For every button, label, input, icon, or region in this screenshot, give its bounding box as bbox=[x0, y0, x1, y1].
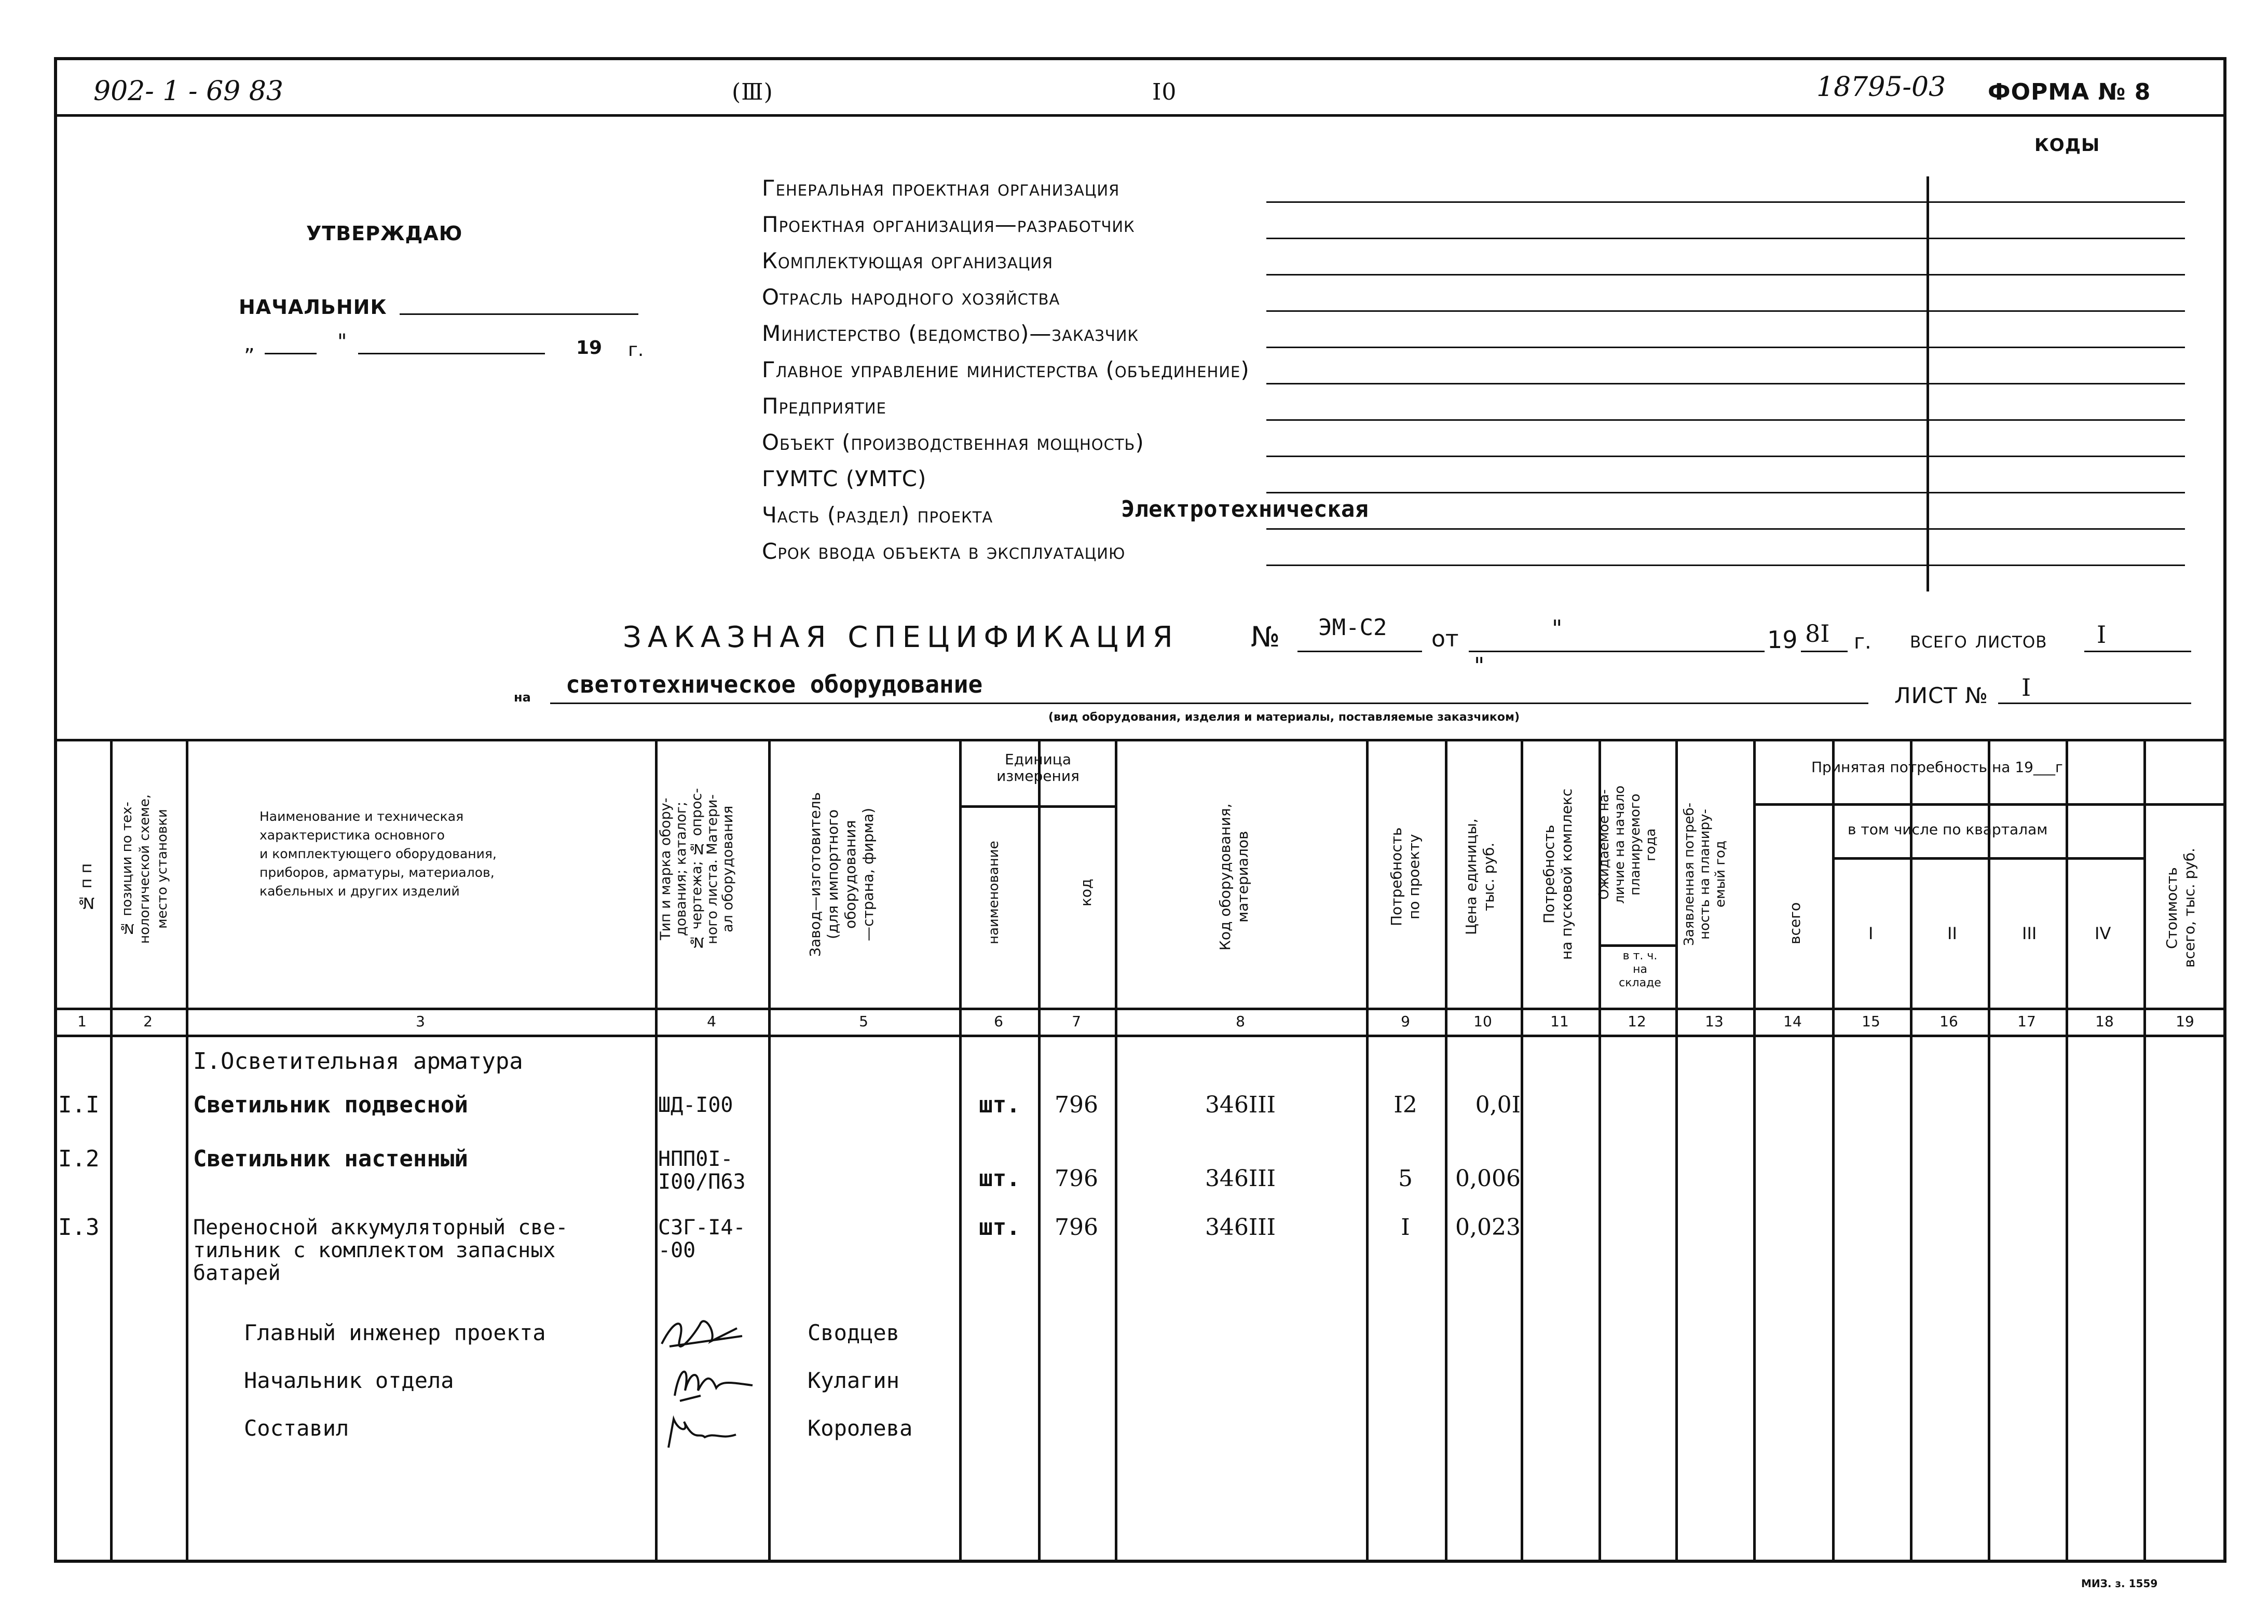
col6-header: наименование bbox=[986, 841, 1002, 944]
spec-quote-close: " bbox=[1474, 653, 1485, 679]
spec-quote-open: " bbox=[1552, 615, 1563, 642]
header-divider bbox=[54, 114, 2226, 117]
spec-year: 8I bbox=[1805, 620, 1830, 648]
col5-header: Завод—изготовитель (для импортного оборудования —страна, фирма) bbox=[807, 792, 877, 957]
signature-name: Королева bbox=[808, 1415, 913, 1441]
table-vline bbox=[110, 739, 113, 1562]
row-cell-name: Переносной аккумуляторный све- тильник с комплектом запасных батарей bbox=[193, 1216, 568, 1285]
column-number: 16 bbox=[1939, 1013, 1958, 1030]
col17-header: III bbox=[2022, 924, 2037, 943]
unit-group-header: Единица измерения bbox=[996, 751, 1080, 785]
row-cell-qty: I bbox=[1401, 1214, 1410, 1241]
org-field-label: Предприятие bbox=[762, 393, 886, 419]
column-number: 1 bbox=[77, 1013, 87, 1030]
column-number: 2 bbox=[143, 1013, 153, 1030]
date-year-suffix: г. bbox=[628, 339, 644, 361]
col3-header: Наименование и техническая характеристика основного и комплектующего оборудования, приборов, арматуры, материалов, кабельных и других изделий bbox=[259, 809, 497, 899]
column-number: 7 bbox=[1072, 1013, 1081, 1030]
col16-header: II bbox=[1947, 924, 1957, 943]
org-field-line bbox=[1266, 456, 2185, 457]
table-colnum-bottom bbox=[54, 1035, 2226, 1037]
table-vline bbox=[959, 739, 962, 1562]
chief-label: НАЧАЛЬНИК bbox=[239, 296, 387, 319]
table-vline bbox=[1521, 739, 1523, 1562]
row-cell-name: Светильник настенный bbox=[193, 1146, 468, 1172]
codes-label: КОДЫ bbox=[2034, 135, 2100, 156]
sheet-label: ЛИСТ № bbox=[1894, 683, 1989, 708]
org-field-label: Комплектующая организация bbox=[762, 248, 1054, 273]
col7-header: код bbox=[1077, 878, 1095, 906]
org-field-line bbox=[1266, 238, 2185, 239]
column-number: 15 bbox=[1862, 1013, 1880, 1030]
row-cell-type: НПП0I- I00/П63 bbox=[658, 1147, 746, 1194]
page-number: I0 bbox=[1152, 79, 1177, 105]
signature-department-head-image bbox=[670, 1359, 758, 1406]
table-vline bbox=[768, 739, 771, 1562]
org-field-label: Генеральная проектная организация bbox=[762, 175, 1120, 201]
org-field-label: Срок ввода объекта в эксплуатацию bbox=[762, 539, 1126, 564]
row-cell-qty: I2 bbox=[1393, 1092, 1417, 1118]
signature-compiler-image bbox=[663, 1411, 741, 1453]
spec-number-underline bbox=[1297, 651, 1422, 652]
table-vline bbox=[1675, 739, 1678, 1562]
column-number: 12 bbox=[1628, 1013, 1646, 1030]
spec-year-prefix: 19 bbox=[1767, 626, 1798, 654]
org-field-line bbox=[1266, 419, 2185, 421]
column-number: 11 bbox=[1550, 1013, 1569, 1030]
table-vline bbox=[1910, 739, 1912, 1562]
col4-header: Тип и марка обору- дования; каталог; № чертежа; № опрос- ного листа. Матери- ал оборудования bbox=[658, 788, 736, 951]
col10-header: Цена единицы, тыс. руб. bbox=[1463, 818, 1497, 935]
spec-subject-caption: (вид оборудования, изделия и материалы, поставляемые заказчиком) bbox=[1048, 711, 1520, 724]
col1-header: № п п bbox=[77, 863, 95, 912]
table-header-bottom bbox=[54, 1008, 2226, 1010]
spec-title: ЗАКАЗНАЯ СПЕЦИФИКАЦИЯ bbox=[623, 621, 1179, 654]
quarters-group-header: в том числе по кварталам bbox=[1848, 821, 2048, 838]
row-cell-unit_code: 796 bbox=[1055, 1165, 1098, 1192]
signature-role: Составил bbox=[244, 1415, 349, 1441]
org-field-line bbox=[1266, 565, 2185, 566]
col15-header: I bbox=[1868, 924, 1874, 943]
col13-header: Заявленная потреб- ность на планиру- емый год bbox=[1682, 803, 1728, 946]
spec-subject: светотехническое оборудование bbox=[566, 670, 983, 698]
table-vline bbox=[1832, 739, 1835, 1562]
table-vline bbox=[1366, 739, 1369, 1562]
column-number: 14 bbox=[1783, 1013, 1802, 1030]
row-cell-price: 0,023 bbox=[1455, 1214, 1521, 1241]
accepted-group-header: Принятая потребность на 19___г bbox=[1811, 759, 2063, 776]
org-field-line bbox=[1266, 274, 2185, 276]
spec-number-label: № bbox=[1251, 621, 1280, 653]
spec-from-label: от bbox=[1431, 626, 1459, 652]
col14-header: всего bbox=[1786, 902, 1804, 945]
row-cell-name: I.Осветительная арматура bbox=[193, 1048, 523, 1075]
table-vline bbox=[1038, 739, 1041, 1562]
sheets-total-underline bbox=[2084, 651, 2191, 652]
signature-name: Кулагин bbox=[808, 1368, 900, 1393]
unit-group-divider bbox=[959, 805, 1115, 808]
org-field-label: ГУМТС (УМТС) bbox=[762, 466, 927, 491]
org-field-label: Министерство (ведомство)—заказчик bbox=[762, 321, 1139, 346]
spec-year-suffix: г. bbox=[1854, 630, 1871, 654]
row-cell-unit: шт. bbox=[979, 1092, 1020, 1118]
signature-role: Главный инженер проекта bbox=[244, 1320, 546, 1345]
org-field-line bbox=[1266, 383, 2185, 384]
spec-year-underline bbox=[1801, 651, 1848, 652]
row-cell-code: 346III bbox=[1205, 1214, 1276, 1241]
org-field-label: Объект (производственная мощность) bbox=[762, 430, 1144, 455]
col12-sub-header: в т. ч. на складе bbox=[1619, 949, 1661, 989]
row-cell-num: I.2 bbox=[58, 1146, 100, 1172]
org-field-line bbox=[1266, 201, 2185, 203]
signature-chief-engineer-image bbox=[659, 1313, 747, 1354]
table-vline bbox=[186, 739, 188, 1562]
date-quote-close: " bbox=[337, 330, 347, 354]
doc-code: 902- 1 - 69 83 bbox=[93, 76, 283, 107]
table-vline bbox=[2143, 739, 2146, 1562]
date-year-prefix: 19 bbox=[576, 337, 603, 359]
row-cell-num: I.I bbox=[58, 1092, 100, 1118]
row-cell-unit_code: 796 bbox=[1055, 1214, 1098, 1241]
row-cell-qty: 5 bbox=[1398, 1165, 1413, 1192]
org-field-label: Проектная организация—разработчик bbox=[762, 212, 1135, 237]
footer-stamp: МИЗ. з. 1559 bbox=[2081, 1577, 2158, 1590]
column-number: 17 bbox=[2017, 1013, 2036, 1030]
org-field-line bbox=[1266, 528, 2185, 530]
org-field-line bbox=[1266, 492, 2185, 493]
column-number: 3 bbox=[416, 1013, 425, 1030]
spec-subject-underline bbox=[550, 703, 1868, 704]
row-cell-type: ШД-I00 bbox=[658, 1093, 733, 1117]
row-cell-name: Светильник подвесной bbox=[193, 1092, 468, 1118]
accepted-group-divider bbox=[1753, 803, 2226, 806]
quarters-group-divider bbox=[1832, 857, 2143, 860]
signature-role: Начальник отдела bbox=[244, 1368, 454, 1393]
col12-sub-divider bbox=[1598, 944, 1675, 947]
col11-header: Потребность на пусковой комплекс bbox=[1540, 788, 1575, 960]
row-cell-unit_code: 796 bbox=[1055, 1092, 1098, 1118]
table-vline bbox=[2066, 739, 2068, 1562]
sheets-total-label: всего листов bbox=[1910, 627, 2047, 653]
col8-header: Код оборудования, материалов bbox=[1217, 803, 1251, 951]
column-number: 19 bbox=[2176, 1013, 2194, 1030]
col2-header: № позиции по тех- нологической схеме, место установки bbox=[119, 794, 170, 944]
sheets-total: I bbox=[2097, 621, 2107, 649]
table-vline bbox=[1988, 739, 1990, 1562]
column-number: 10 bbox=[1473, 1013, 1492, 1030]
sheet-underline bbox=[1998, 703, 2191, 704]
org-field-value[interactable]: Электротехническая bbox=[1121, 496, 1369, 522]
column-number: 18 bbox=[2095, 1013, 2114, 1030]
date-day-underline bbox=[265, 353, 317, 354]
volume-label: (Ⅲ) bbox=[732, 79, 773, 105]
org-field-line bbox=[1266, 310, 2185, 312]
org-field-label: Главное управление министерства (объединение) bbox=[762, 357, 1250, 382]
row-cell-type: СЗГ-I4- -00 bbox=[658, 1216, 746, 1262]
column-number: 9 bbox=[1401, 1013, 1410, 1030]
spec-number: ЭМ-С2 bbox=[1318, 614, 1387, 641]
row-cell-price: 0,006 bbox=[1455, 1165, 1521, 1192]
col19-header: Стоимость всего, тыс. руб. bbox=[2163, 848, 2198, 968]
row-cell-code: 346III bbox=[1205, 1165, 1276, 1192]
archive-number: 18795-03 bbox=[1816, 72, 1946, 103]
date-month-underline bbox=[358, 353, 545, 354]
column-number: 5 bbox=[859, 1013, 868, 1030]
spec-on-label: на bbox=[514, 690, 531, 705]
table-vline bbox=[1115, 739, 1117, 1562]
col12-header: Ожидаемое на- личие на начало планируемого года bbox=[1596, 786, 1659, 904]
row-cell-unit: шт. bbox=[979, 1165, 1020, 1192]
table-vline bbox=[1445, 739, 1447, 1562]
table-top-border bbox=[54, 739, 2226, 741]
row-cell-unit: шт. bbox=[979, 1214, 1020, 1241]
org-field-line bbox=[1266, 347, 2185, 348]
column-number: 4 bbox=[707, 1013, 716, 1030]
column-number: 8 bbox=[1236, 1013, 1245, 1030]
form-label: ФОРМА № 8 bbox=[1988, 79, 2151, 105]
column-number: 6 bbox=[994, 1013, 1003, 1030]
col9-header: Потребность по проекту bbox=[1388, 827, 1423, 927]
row-cell-num: I.3 bbox=[58, 1214, 100, 1241]
sheet-number: I bbox=[2021, 673, 2031, 701]
chief-underline bbox=[400, 313, 638, 315]
col18-header: IV bbox=[2095, 924, 2111, 943]
approve-label: УТВЕРЖДАЮ bbox=[306, 222, 463, 245]
org-field-label: Отрасль народного хозяйства bbox=[762, 284, 1060, 310]
spec-date-underline bbox=[1469, 651, 1765, 652]
row-cell-price: 0,0I bbox=[1475, 1092, 1521, 1118]
date-quote-open: „ bbox=[244, 332, 255, 356]
table-vline bbox=[1753, 739, 1756, 1562]
column-number: 13 bbox=[1705, 1013, 1724, 1030]
org-field-label: Часть (раздел) проекта bbox=[762, 502, 993, 528]
row-cell-code: 346III bbox=[1205, 1092, 1276, 1118]
signature-name: Сводцев bbox=[808, 1320, 900, 1345]
